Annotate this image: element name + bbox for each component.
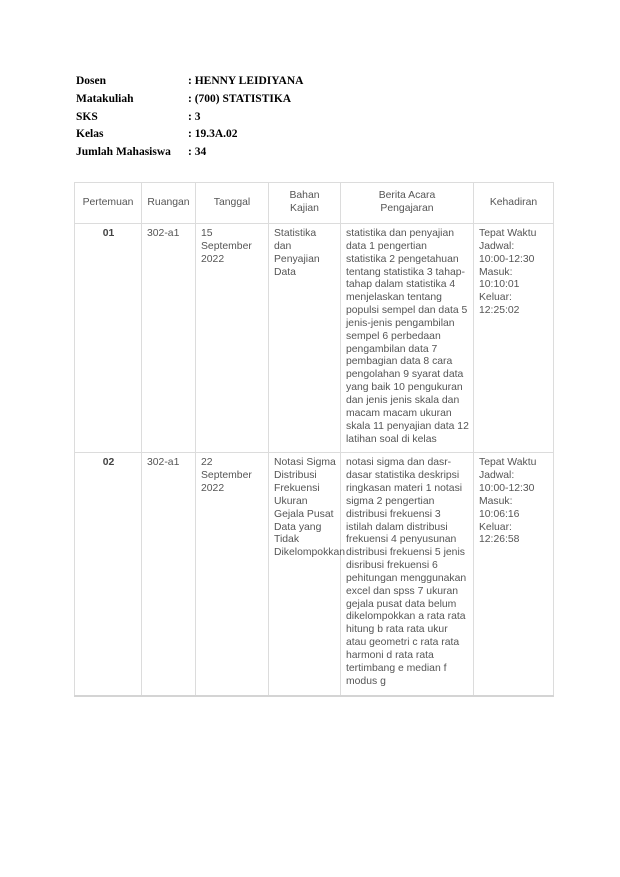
header-bahan-kajian: [269, 183, 341, 224]
row-berita-acara: notasi sigma dan dasr-dasar statistika deskripsi ringkasan materi 1 notasi sigma 2 pengertian distribusi frekuensi 3 istilah dalam distribusi frekuensi 4 penyusunan distribusi frekuensi 5 jenis disribusi frekuensi 6 pehitungan menggunakan excel dan spss 7 ukuran gejala pusat data belum dikelompokkan a rata rata hitung b rata rata ukur atau geometri c rata rata harmoni d rata rata tertimbang e median f modus g: [341, 453, 474, 696]
kehadiran-keluar-label: Keluar:: [479, 292, 512, 304]
row-pertemuan: 02: [75, 453, 142, 696]
info-row-matakuliah: [76, 91, 303, 109]
jumlah-mahasiswa-value: : 34: [188, 146, 207, 159]
info-row-jumlah: [76, 144, 303, 162]
table-row: [75, 224, 554, 453]
course-info: [76, 73, 303, 162]
info-row-kelas: [76, 126, 303, 144]
jumlah-mahasiswa-label: Jumlah Mahasiswa: [76, 146, 171, 159]
kehadiran-status: Tepat Waktu: [479, 457, 537, 469]
attendance-table: [74, 182, 554, 697]
header-berita-line1: Berita Acara: [378, 190, 436, 202]
kehadiran-keluar-label: Keluar:: [479, 521, 512, 533]
info-row-sks: [76, 109, 303, 127]
header-tanggal-text: Tanggal: [213, 196, 251, 208]
row-tanggal: 22 September 2022: [196, 453, 269, 696]
row-berita-acara: statistika dan penyajian data 1 pengertian statistika 2 pengetahuan tentang statistika 3 tahap-tahap dalam statistika 4 menjelaskan tentang populsi sempel dan data 5 jenis-jenis pengambilan sempel 6 perbedaan pengambilan data 7 pembagian data 8 cara pengolahan 9 syarat data yang baik 10 pengukuran dan jenis jenis skala dan macam macam ukuran skala 11 penyajian data 12 latihan soal di kelas: [341, 224, 474, 453]
row-ruangan: 302-a1: [142, 224, 196, 453]
table-header-row: [75, 183, 554, 224]
header-bahan-line1: Bahan: [289, 190, 320, 202]
row-bahan-kajian: Notasi Sigma Distribusi Frekuensi Ukuran Gejala Pusat Data yang Tidak Dikelompokkan: [269, 453, 341, 696]
kelas-label: Kelas: [76, 128, 104, 141]
header-berita-acara: [341, 183, 474, 224]
kehadiran-jadwal-label: Jadwal:: [479, 470, 515, 482]
kehadiran-jadwal-label: Jadwal:: [479, 240, 515, 252]
kelas-value: : 19.3A.02: [188, 128, 238, 141]
header-ruangan: Ruangan: [142, 183, 196, 224]
dosen-label: Dosen: [76, 75, 107, 87]
sks-label: SKS: [76, 110, 98, 123]
kehadiran-masuk-label: Masuk:: [479, 266, 513, 278]
kehadiran-masuk: 10:10:01: [479, 279, 520, 291]
table-row: [75, 453, 554, 696]
matakuliah-label: Matakuliah: [76, 92, 134, 105]
row-kehadiran: [474, 224, 554, 453]
kehadiran-keluar: 12:26:58: [479, 534, 520, 546]
info-row-dosen: [76, 73, 303, 91]
row-pertemuan: 01: [75, 224, 142, 453]
sks-value: : 3: [188, 110, 201, 123]
kehadiran-masuk: 10:06:16: [479, 508, 520, 520]
header-kehadiran: Kehadiran: [474, 183, 554, 224]
kehadiran-keluar: 12:25:02: [479, 305, 520, 317]
kehadiran-jadwal: 10:00-12:30: [479, 483, 535, 495]
kehadiran-jadwal: 10:00-12:30: [479, 253, 535, 265]
row-ruangan: 302-a1: [142, 453, 196, 696]
header-pertemuan: Pertemuan: [75, 183, 142, 224]
header-berita-line2: Pengajaran: [380, 203, 434, 214]
kehadiran-status: Tepat Waktu: [479, 228, 537, 239]
header-tanggal: [196, 183, 269, 224]
kehadiran-masuk-label: Masuk:: [479, 495, 513, 507]
matakuliah-value: : (700) STATISTIKA: [188, 92, 292, 105]
row-kehadiran: [474, 453, 554, 696]
header-bahan-line2: Kajian: [290, 203, 319, 214]
row-tanggal: 15 September 2022: [196, 224, 269, 453]
dosen-value: : HENNY LEIDIYANA: [188, 75, 304, 87]
row-bahan-kajian: Statistika dan Penyajian Data: [269, 224, 341, 453]
